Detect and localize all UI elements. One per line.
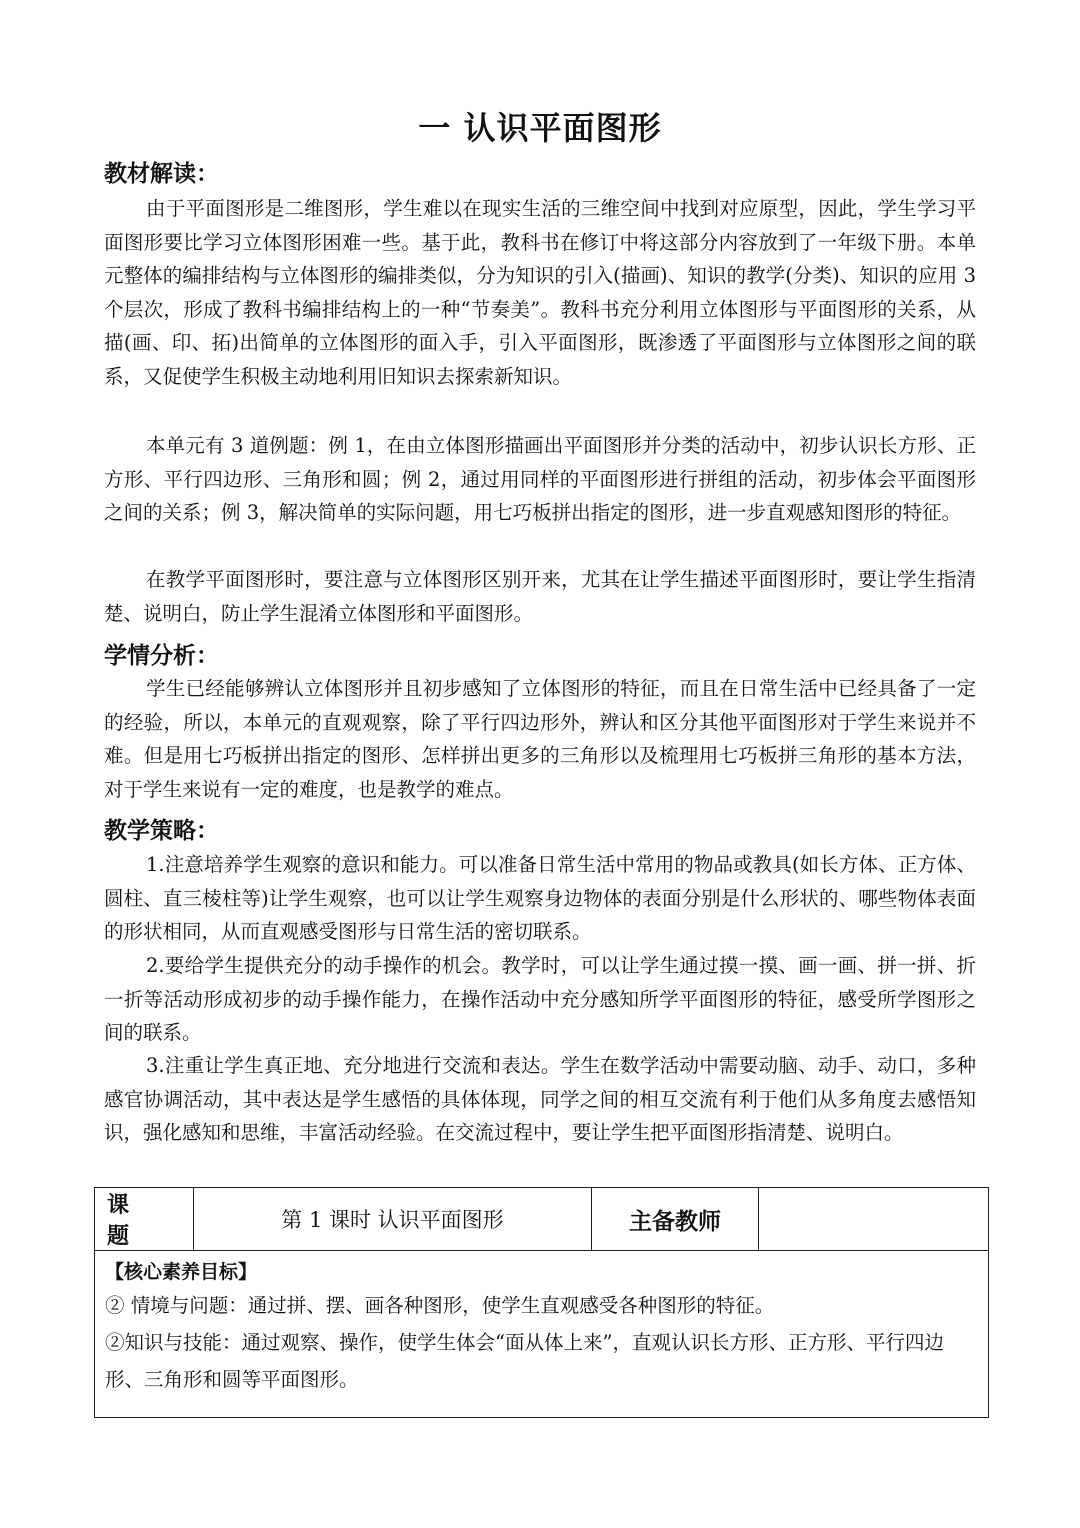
paragraph: 在教学平面图形时，要注意与立体图形区别开来，尤其在让学生描述平面图形时，要让学生指清楚、说明白，防止学生混淆立体图形和平面图形。 [104,568,976,625]
goals-title: 【核心素养目标】 [105,1261,258,1283]
paragraph: 2.要给学生提供充分的动手操作的机会。教学时，可以让学生通过摸一摸、画一画、拼一拼、折一折等活动形成初步的动手操作能力，在操作活动中充分感知所学平面图形的特征，感受所学图形之间的联系。 [104,954,976,1045]
lesson-table [94,1187,989,1418]
paragraph: 1.注意培养学生观察的意识和能力。可以准备日常生活中常用的物品或教具(如长方体、正方体、圆柱、直三棱柱等)让学生观察，也可以让学生观察身边物体的表面分别是什么形状的、哪些物体表面的形状相同，从而直观感受图形与日常生活的密切联系。 [104,853,976,944]
page-title: 一 认识平面图形 [418,109,662,147]
paragraph: 3.注重让学生真正地、充分地进行交流和表达。学生在数学活动中需要动脑、动手、动口，多种感官协调活动，其中表达是学生感悟的具体体现，同学之间的相互交流有利于他们从多角度去感悟知识，强化感知和思维，丰富活动经验。在交流过程中，要让学生把平面图形指清楚、说明白。 [104,1054,976,1145]
goal-item: ②知识与技能：通过观察、操作，使学生体会“面从体上来”，直观认识长方形、正方形、平行四边形、三角形和圆等平面图形。 [105,1331,944,1391]
paragraph: 学生已经能够辨认立体图形并且初步感知了立体图形的特征，而且在日常生活中已经具备了一定的经验，所以，本单元的直观观察，除了平行四边形外，辨认和区分其他平面图形对于学生来说并不难。但是用七巧板拼出指定的图形、怎样拼出更多的三角形以及梳理用七巧板拼三角形的基本方法，对于学生来说有一定的难度，也是教学的难点。 [104,677,976,801]
topic-label: 课题 [95,1188,194,1251]
table-row [95,1251,989,1418]
teacher-value [759,1188,989,1251]
lesson-title: 第 1 课时 认识平面图形 [194,1188,592,1251]
paragraph: 本单元有 3 道例题：例 1，在由立体图形描画出平面图形并分类的活动中，初步认识长方形、正方形、平行四边形、三角形和圆；例 2，通过用同样的平面图形进行拼组的活动，初步体会平面图形之间的关系；例 3，解决简单的实际问题，用七巧板拼出指定的图形，进一步直观感知图形的特征。 [104,434,976,525]
teacher-label: 主备教师 [592,1188,759,1251]
section-heading-textbook: 教材解读： [104,161,219,187]
section-heading-strategy: 教学策略： [104,818,219,844]
table-row [95,1188,989,1251]
goal-item: ② 情境与问题：通过拼、摆、画各种图形，使学生直观感受各种图形的特征。 [105,1294,775,1317]
section-heading-learning: 学情分析： [104,643,219,669]
paragraph: 由于平面图形是二维图形，学生难以在现实生活的三维空间中找到对应原型，因此，学生学习平面图形要比学习立体图形困难一些。基于此，教科书在修订中将这部分内容放到了一年级下册。本单元整体的编排结构与立体图形的编排类似，分为知识的引入(描画)、知识的教学(分类)、知识的应用 3 个层次，形成了教科书编排结构上的一种“节奏美”。教科书充分利用立体图形与平面图形的关系，从描(画、印、拓)出简单的立体图形的面入手，引入平面图形，既渗透了平面图形与立体图形之间的联系，又促使学生积极主动地利用旧知识去探索新知识。 [104,197,976,388]
goals-cell [95,1251,989,1418]
